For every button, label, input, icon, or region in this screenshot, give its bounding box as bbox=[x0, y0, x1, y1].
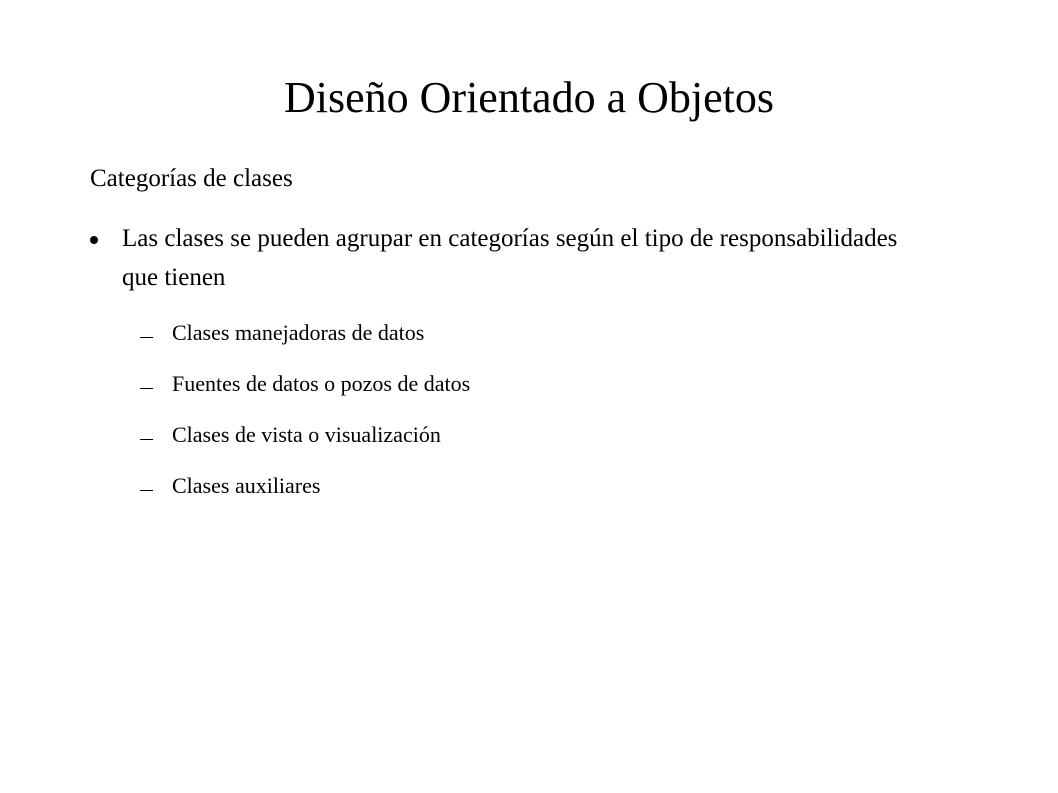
dash-icon bbox=[140, 337, 153, 338]
sub-bullet-text: Fuentes de datos o pozos de datos bbox=[172, 371, 471, 396]
bullet-text: Las clases se pueden agrupar en categorías según el tipo de responsabilidades que tienen bbox=[122, 225, 898, 291]
dash-icon bbox=[140, 439, 153, 440]
bullet-dot-icon bbox=[90, 236, 98, 244]
dash-icon bbox=[140, 388, 153, 389]
sub-bullet-text: Clases de vista o visualización bbox=[172, 422, 441, 447]
slide-title: Diseño Orientado a Objetos bbox=[284, 73, 774, 122]
sub-bullet-text: Clases manejadoras de datos bbox=[172, 320, 425, 345]
section-subtitle: Categorías de clases bbox=[90, 165, 293, 192]
dash-icon bbox=[140, 490, 153, 491]
sub-bullet-text: Clases auxiliares bbox=[172, 473, 321, 498]
